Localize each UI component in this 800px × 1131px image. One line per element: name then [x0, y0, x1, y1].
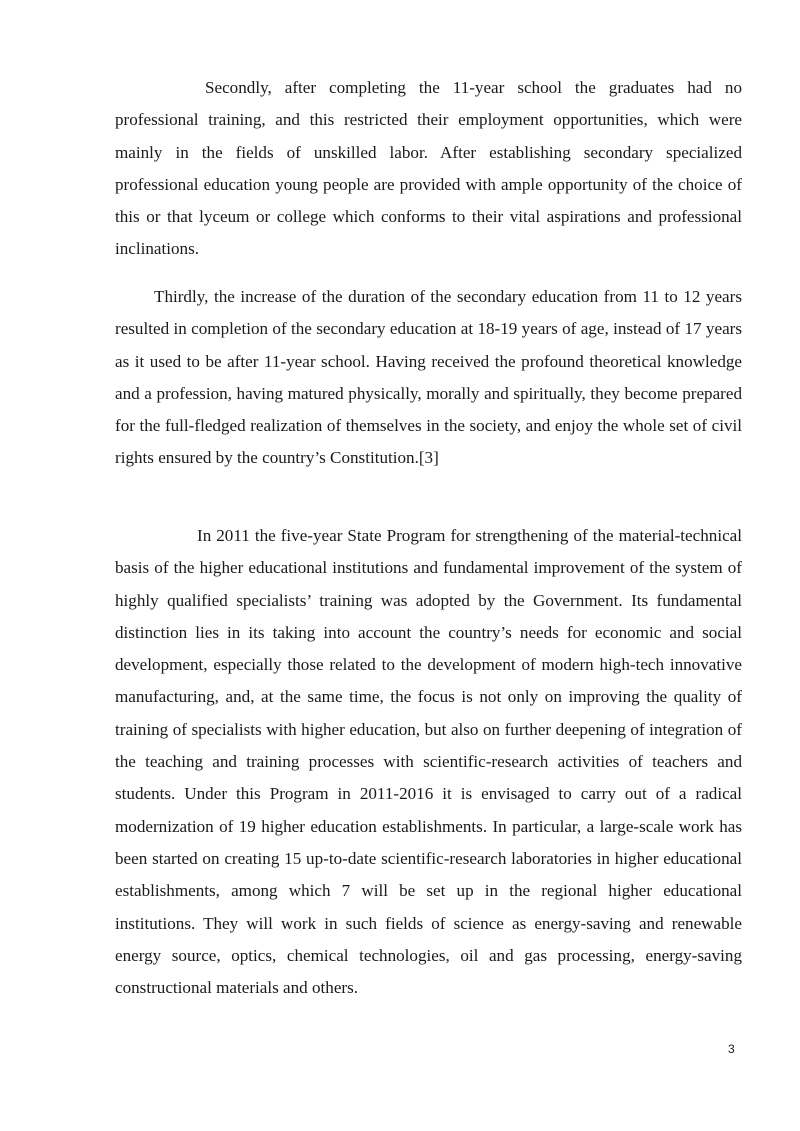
paragraph-text: Secondly, after completing the 11-year school the graduates had no professional training, and this restricted their employment opportunities, which were mainly in the fields of unskilled labor. After establishing secondary specialized professional education young people are provided with ample opportunity of the choice of this or that lyceum or college which conforms to their vital aspirations and professional inclinations. [115, 78, 742, 259]
paragraph-text: Thirdly, the increase of the duration of the secondary education from 11 to 12 years resulted in completion of the secondary education at 18-19 years of age, instead of 17 years as it used to be after 11-year school. Having received the profound theoretical knowledge and a profession, having matured physically, morally and spiritually, they become prepared for the full-fledged realization of themselves in the society, and enjoy the whole set of civil rights ensured by the country’s Constitution.[3] [115, 287, 742, 468]
page-number: 3 [728, 1042, 735, 1056]
paragraph-thirdly [115, 281, 742, 475]
paragraph-state-program [115, 520, 742, 1004]
paragraph-text: In 2011 the five-year State Program for strengthening of the material-technical basis of the higher educational institutions and fundamental improvement of the system of highly qualified specialists’ training was adopted by the Government. Its fundamental distinction lies in its taking into account the country’s needs for economic and social development, especially those related to the development of modern high-tech innovative manufacturing, and, at the same time, the focus is not only on improving the quality of training of specialists with higher education, but also on further deepening of integration of the teaching and training processes with scientific-research activities of teachers and students. Under this Program in 2011-2016 it is envisaged to carry out of a radical modernization of 19 higher education establishments. In particular, a large-scale work has been started on creating 15 up-to-date scientific-research laboratories in higher educational establishments, among which 7 will be set up in the regional higher educational institutions. They will work in such fields of science as energy-saving and renewable energy source, optics, chemical technologies, oil and gas processing, energy-saving constructional materials and others. [115, 526, 742, 998]
paragraph-secondly [115, 72, 742, 266]
